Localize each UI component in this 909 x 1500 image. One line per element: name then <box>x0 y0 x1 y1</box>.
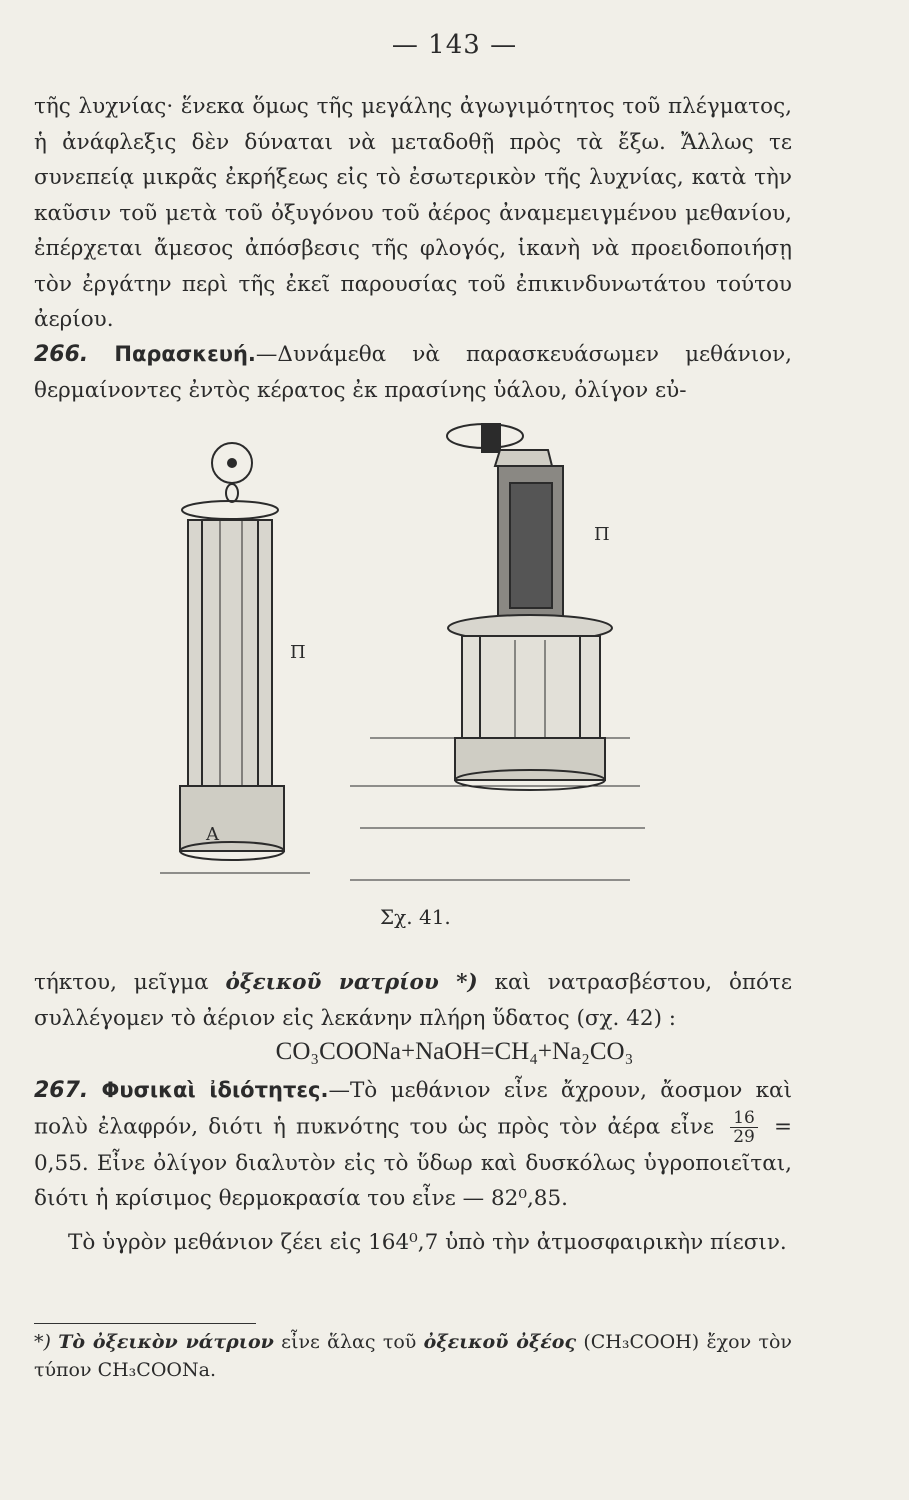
paragraph-5: Τὸ ὑγρὸν μεθάνιον ζέει εἰς 164⁰,7 ὑπὸ τὴν ἀτμοσφαιρικὴν πίεσιν. <box>68 1230 787 1255</box>
left-lamp-label-a: Α <box>206 824 219 845</box>
section-267 <box>34 1073 792 1217</box>
section-267-text-1: —Τὸ μεθάνιον εἶνε ἄχρουν, ἄοσμον καὶ πολὺ ἐλαφρόν, διότι ἡ πυκνότης του ὡς πρὸς τὸν ἀέρα εἶνε <box>34 1078 792 1139</box>
footnote-rule <box>34 1323 256 1324</box>
section-267-number: 267. <box>34 1078 89 1103</box>
figure-caption: Σχ. 41. <box>380 905 451 929</box>
fraction-denominator: 29 <box>733 1126 755 1147</box>
section-266-number: 266. <box>34 342 89 367</box>
chemical-equation: CO₃COONa+NaOH=CH₄+Na₂CO₃ <box>275 1038 634 1065</box>
lamps-illustration <box>150 408 800 898</box>
paragraph-3 <box>34 965 792 1036</box>
left-lamp <box>160 443 310 873</box>
density-fraction <box>730 1109 758 1146</box>
footnote-text-4: (CH₃COOH) ἔχον τὸν τύπον CH₃COONa. <box>34 1331 792 1381</box>
fraction-numerator: 16 <box>730 1109 758 1128</box>
footnote-term-1: Τὸ ὀξεικὸν νάτριον <box>58 1331 274 1353</box>
figure-safety-lamps <box>150 408 800 898</box>
footnote-mark: *) <box>34 1331 51 1353</box>
left-lamp-label-p: Π <box>290 642 306 663</box>
section-266-text: —Δυνάμεθα νὰ παρασκευάσωμεν μεθάνιον, θερμαίνοντες ἐντὸς κέρατος ἐκ πρασίνης ὑάλου, ὀλίγον εὐ- <box>34 342 792 403</box>
paragraph-1: τῆς λυχνίας· ἕνεκα ὅμως τῆς μεγάλης ἀγωγιμότητος τοῦ πλέγματος, ἡ ἀνάφλεξις δὲν δύναται νὰ μεταδοθῇ πρὸς τὰ ἔξω. Ἄλλως τε συνεπείᾳ μικρᾶς ἐκρήξεως εἰς τὸ ἐσωτερικὸν τῆς λυχνίας, κατὰ τὴν καῦσιν τοῦ μετὰ τοῦ ὀξυγόνου τοῦ ἀέρος ἀναμεμειγμένου μεθανίου, ἐπέρχεται ἄμεσος ἀπόσβεσις τῆς φλογός, ἱκανὴ νὰ προειδοποιήσῃ τὸν ἐργάτην περὶ τῆς ἐκεῖ παρουσίας τοῦ ἐπικινδυνωτάτου τούτου ἀερίου. <box>34 94 792 332</box>
paragraph-3-part1: τήκτου, μεῖγμα <box>34 970 226 995</box>
footnote-text-2: εἶνε ἅλας τοῦ <box>273 1331 424 1353</box>
section-267-text-2: = 0,55. Εἶνε ὀλίγον διαλυτὸν εἰς τὸ ὕδωρ καὶ δυσκόλως ὑγροποιεῖται, διότι ἡ κρίσιμος θερμοκρασία του εἶνε — 82⁰,85. <box>34 1114 792 1211</box>
page-number: — 143 — <box>391 30 518 60</box>
paragraph-3-part3: καὶ νατρασβέστου, ὁπότε συλλέγομεν τὸ ἀέριον εἰς λεκάνην πλήρη ὕδατος (σχ. 42) : <box>34 970 792 1031</box>
section-267-title: Φυσικαὶ ἰδιότητες. <box>101 1078 329 1102</box>
footnote-term-2: ὀξεικοῦ ὀξέος <box>423 1331 577 1353</box>
right-lamp <box>350 424 645 880</box>
right-lamp-label-p: Π <box>594 524 610 545</box>
sodium-acetate-term: ὀξεικοῦ νατρίου *) <box>225 970 478 995</box>
section-266 <box>34 337 792 408</box>
section-266-title: Παρασκευή. <box>114 342 256 366</box>
footnote <box>34 1328 792 1384</box>
